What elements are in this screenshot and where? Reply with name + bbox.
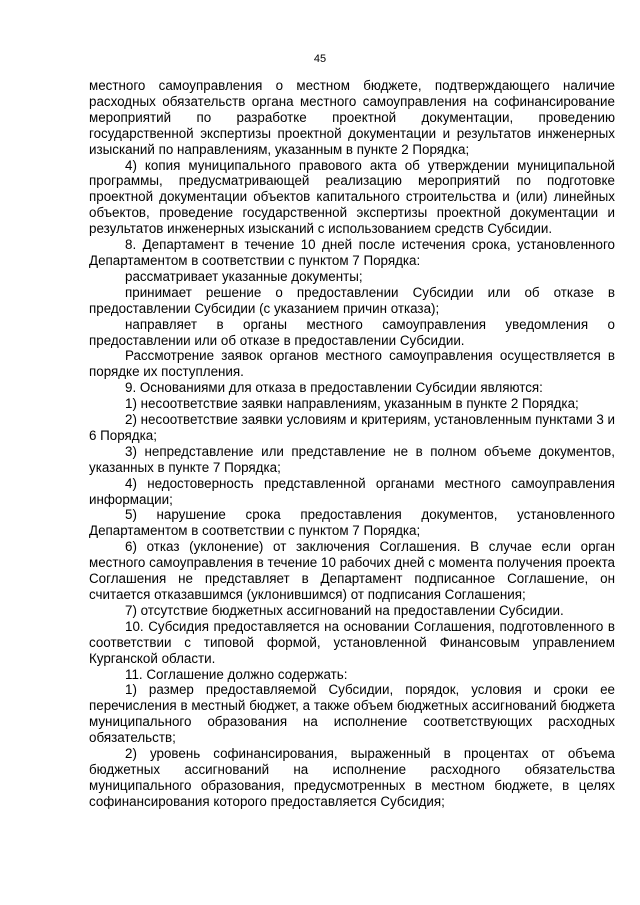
paragraph: местного самоуправления о местном бюджете, подтверждающего наличие расходных обязательств органа местного самоуправления на софинансирование мероприятий по разработке проектной документации, проведению государственной экспертизы проектной документации и результатов инженерных изысканий по направлениям, указанным в пункте 2 Порядка; [89,78,615,157]
document-body [89,78,615,810]
paragraph: 4) недостоверность представленной органами местного самоуправления информации; [89,475,615,507]
paragraph: 8. Департамент в течение 10 дней после истечения срока, установленного Департаментом в соответствии с пунктом 7 Порядка: [89,237,615,268]
paragraph: 11. Соглашение должно содержать: [125,666,348,682]
paragraph: 1) размер предоставляемой Субсидии, порядок, условия и сроки ее перечисления в местный бюджет, а также объем бюджетных ассигнований бюджета муниципального образования на исполнение соответствующих расходных обязательств; [89,682,615,746]
paragraph: 6) отказ (уклонение) от заключения Соглашения. В случае если орган местного самоуправления в течение 10 рабочих дней с момента получения проекта Соглашения не представляет в Департамент подписанное Соглашение, он считается отказавшимся (уклонившимся) от подписания Соглашения; [89,539,615,602]
paragraph: 1) несоответствие заявки направлениям, указанным в пункте 2 Порядка; [125,396,579,412]
paragraph: 2) несоответствие заявки условиям и критериям, установленным пунктами 3 и 6 Порядка; [89,412,616,443]
paragraph: рассматривает указанные документы; [125,268,363,284]
paragraph: 2) уровень софинансирования, выраженный в процентах от объема бюджетных ассигнований на исполнение расходного обязательства муниципального образования, предусмотренных в местном бюджете, в целях софинансирования которого предоставляется Субсидия; [89,746,615,809]
paragraph: 4) копия муниципального правового акта об утверждении муниципальной программы, предусматривающей реализацию мероприятий по подготовке проектной документации объектов капитального строительства и (или) линейных объектов, проведение государственной экспертизы проектной документации и результатов инженерных изысканий с использованием средств Субсидии. [89,157,615,237]
paragraph: 5) нарушение срока предоставления документов, установленного Департаментом в соответствии с пунктом 7 Порядка; [89,507,615,539]
paragraph: 7) отсутствие бюджетных ассигнований на предоставлении Субсидии. [125,602,564,618]
page-number: 45 [313,53,327,65]
paragraph: 10. Субсидия предоставляется на основании Соглашения, подготовленного в соответствии с типовой формой, установленной Финансовым управлением Курганской области. [89,618,615,666]
paragraph: 3) непредставление или представление не в полном объеме документов, указанных в пункте 7 Порядка; [89,443,615,475]
paragraph: принимает решение о предоставлении Субсидии или об отказе в предоставлении Субсидии (с указанием причин отказа); [89,284,615,316]
paragraph: Рассмотрение заявок органов местного самоуправления осуществляется в порядке их поступления. [89,348,615,380]
paragraph: направляет в органы местного самоуправления уведомления о предоставлении или об отказе в предоставлении Субсидии. [89,316,615,348]
paragraph: 9. Основаниями для отказа в предоставлении Субсидии являются: [125,380,543,396]
